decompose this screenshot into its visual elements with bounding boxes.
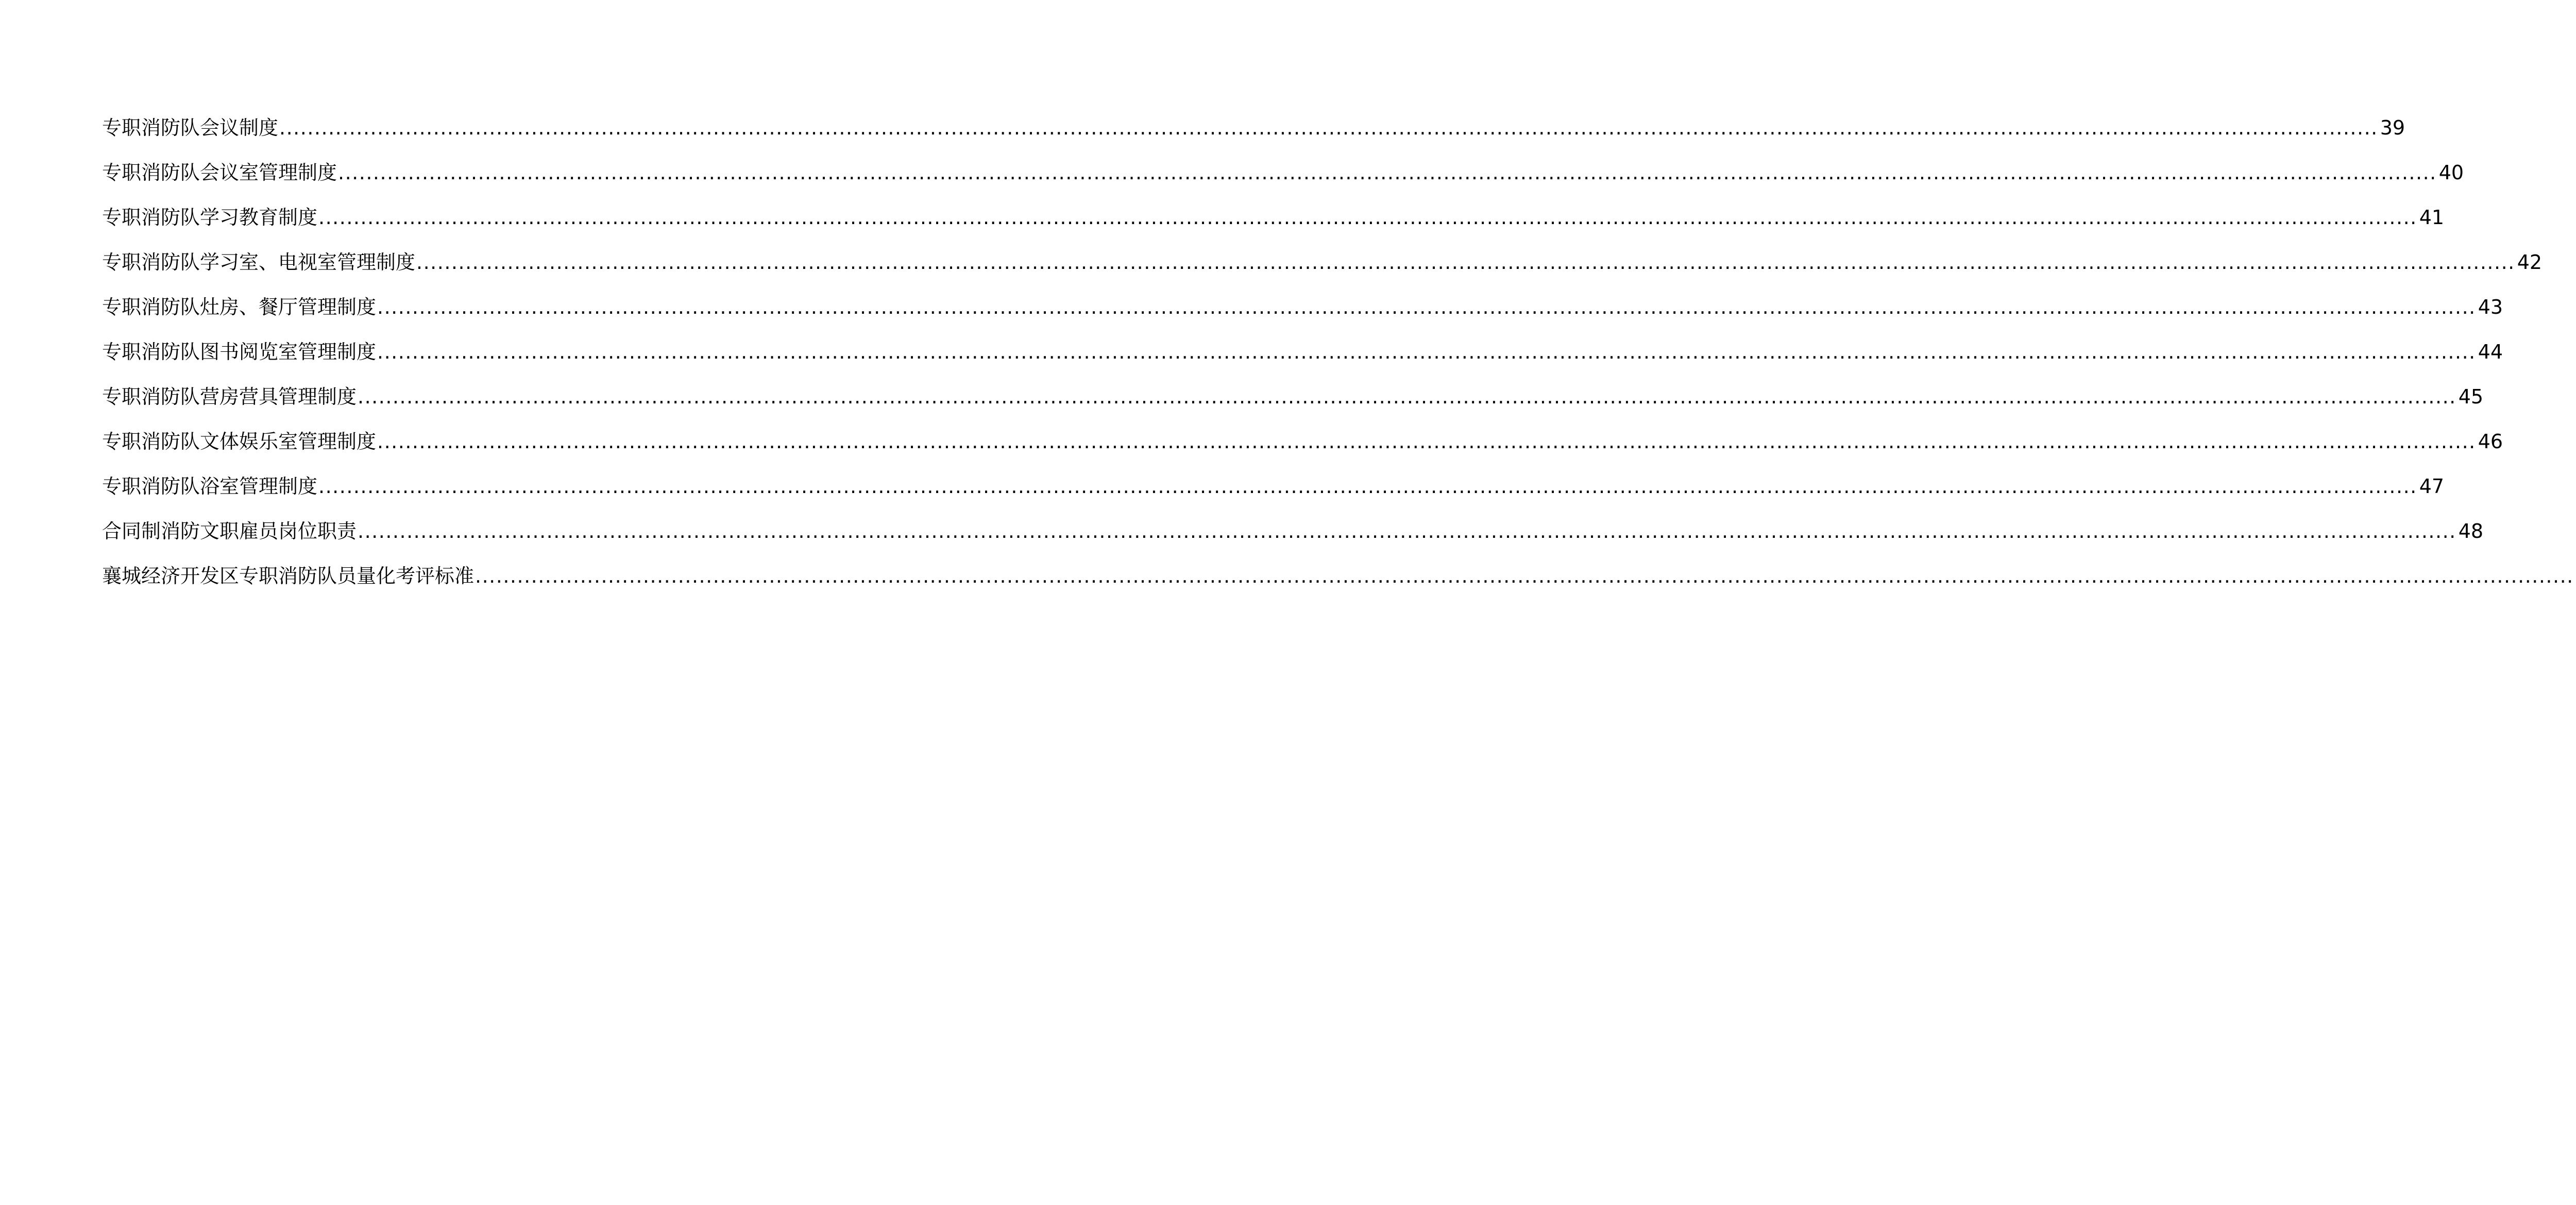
toc-entry-page: 47 — [2419, 475, 2445, 498]
toc-dot-leader: ............................................................................................................................................................................................................................................................................................................ — [377, 430, 2476, 453]
toc-dot-leader: ............................................................................................................................................................................................................................................................................................................ — [416, 251, 2515, 274]
toc-entry-page: 43 — [2478, 296, 2503, 318]
toc-entry-page: 44 — [2478, 341, 2503, 363]
toc-entry-page: 39 — [2380, 116, 2405, 139]
toc-entry-title: 专职消防队学习教育制度 — [102, 206, 318, 229]
toc-entry-title: 襄城经济开发区专职消防队员量化考评标准 — [102, 565, 474, 587]
toc-dot-leader: ............................................................................................................................................................................................................................................................................................................ — [377, 296, 2476, 318]
toc-dot-leader: ............................................................................................................................................................................................................................................................................................................ — [318, 475, 2417, 498]
toc-entry[interactable] — [102, 516, 2484, 561]
toc-dot-leader: ............................................................................................................................................................................................................................................................................................................ — [358, 520, 2456, 542]
toc-entry-page: 46 — [2478, 430, 2503, 453]
toc-entry[interactable] — [102, 292, 2503, 336]
toc-dot-leader: ............................................................................................................................................................................................................................................................................................................ — [338, 161, 2437, 184]
toc-entry-page: 45 — [2458, 385, 2484, 408]
toc-entry[interactable] — [102, 202, 2445, 247]
toc-entry[interactable] — [102, 157, 2464, 202]
toc-entry[interactable] — [102, 381, 2484, 426]
toc-entry-title: 专职消防队营房营具管理制度 — [102, 385, 357, 408]
toc-entry-title: 专职消防队浴室管理制度 — [102, 475, 318, 498]
toc-entry-title: 专职消防队图书阅览室管理制度 — [102, 341, 377, 363]
toc-entry[interactable] — [102, 426, 2503, 471]
toc-dot-leader: ............................................................................................................................................................................................................................................................................................................ — [377, 341, 2476, 363]
toc-entry-title: 专职消防队学习室、电视室管理制度 — [102, 251, 416, 274]
toc-entry-page: 40 — [2438, 161, 2464, 184]
toc-dot-leader: ............................................................................................................................................................................................................................................................................................................ — [318, 206, 2417, 229]
toc-entry[interactable] — [102, 561, 2574, 605]
toc-entry-page: 41 — [2419, 206, 2445, 229]
toc-entry-title: 专职消防队会议室管理制度 — [102, 161, 337, 184]
toc-entry[interactable] — [102, 336, 2503, 381]
toc-dot-leader: ............................................................................................................................................................................................................................................................................................................ — [475, 565, 2574, 587]
toc-entry[interactable] — [102, 471, 2445, 516]
toc-entry-title: 合同制消防文职雇员岗位职责 — [102, 520, 357, 542]
toc-entry-page: 42 — [2517, 251, 2543, 274]
toc-entry-title: 专职消防队会议制度 — [102, 116, 279, 139]
toc-entry-title: 专职消防队灶房、餐厅管理制度 — [102, 296, 377, 318]
toc-entry[interactable] — [102, 247, 2543, 292]
table-of-contents — [102, 112, 2574, 605]
toc-dot-leader: ............................................................................................................................................................................................................................................................................................................ — [358, 385, 2456, 408]
toc-dot-leader: ............................................................................................................................................................................................................................................................................................................ — [279, 116, 2378, 139]
toc-entry-title: 专职消防队文体娱乐室管理制度 — [102, 430, 377, 453]
toc-entry-page: 48 — [2458, 520, 2484, 542]
toc-entry[interactable] — [102, 112, 2405, 157]
